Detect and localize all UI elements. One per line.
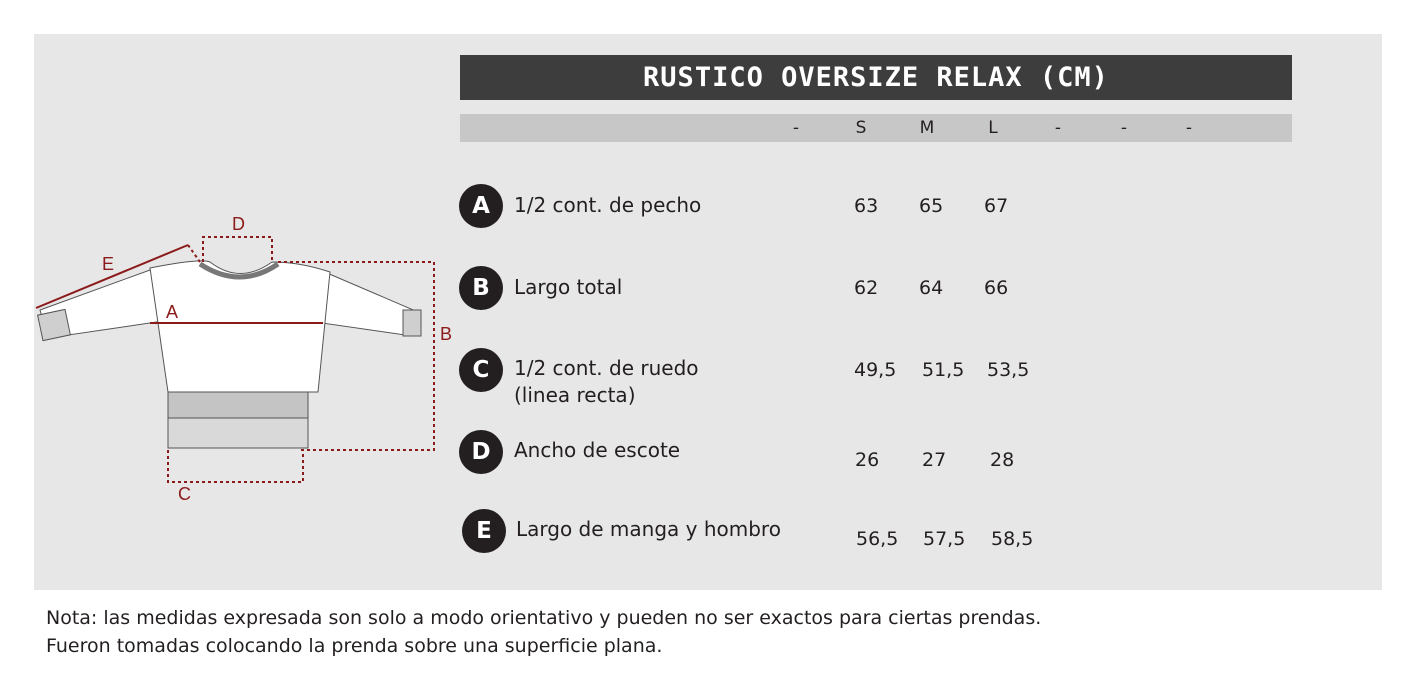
row-a-value-m: 65	[919, 195, 944, 217]
right-cuff	[403, 310, 421, 336]
garment-body	[150, 261, 330, 392]
row-d-value-s: 26	[855, 449, 880, 471]
dimension-e-extension	[188, 245, 200, 262]
dimension-d-line	[203, 237, 272, 262]
row-c-label-line-1: 1/2 cont. de ruedo	[514, 356, 699, 380]
size-column-l: L	[988, 118, 998, 138]
row-e-value-m: 57,5	[923, 528, 966, 550]
size-column-m: M	[919, 118, 935, 138]
row-e-label: Largo de manga y hombro	[516, 517, 781, 541]
row-c-value-s: 49,5	[854, 359, 897, 381]
size-column-6: -	[1120, 118, 1128, 138]
note-line-2: Fueron tomadas colocando la prenda sobre una superficie plana.	[46, 635, 663, 657]
row-a-value-l: 67	[984, 195, 1009, 217]
row-b-label: Largo total	[514, 275, 623, 299]
dimension-b-label: B	[440, 324, 453, 344]
note-line-1: Nota: las medidas expresada son solo a modo orientativo y pueden no ser exactos para ciertas prendas.	[46, 607, 1042, 629]
garment-diagram	[0, 0, 480, 560]
row-c-value-l: 53,5	[987, 359, 1030, 381]
chart-title: RUSTICO OVERSIZE RELAX (CM)	[460, 55, 1292, 100]
row-b-badge: B	[459, 266, 503, 310]
size-column-1: -	[792, 118, 800, 138]
dimension-c-label: C	[178, 484, 191, 504]
row-d-value-m: 27	[922, 449, 947, 471]
dimension-e-label: E	[102, 254, 115, 274]
row-d-label: Ancho de escote	[514, 438, 681, 462]
dimension-a-label: A	[166, 302, 179, 322]
size-column-5: -	[1054, 118, 1062, 138]
row-d-value-l: 28	[990, 449, 1015, 471]
row-e-value-s: 56,5	[856, 528, 899, 550]
row-b-value-l: 66	[984, 277, 1009, 299]
row-a-label: 1/2 cont. de pecho	[514, 193, 702, 217]
row-b-value-s: 62	[854, 277, 879, 299]
size-column-s: S	[855, 118, 867, 138]
row-c-value-m: 51,5	[922, 359, 965, 381]
size-column-7: -	[1185, 118, 1193, 138]
measurement-note	[46, 604, 1041, 660]
row-b-value-m: 64	[919, 277, 944, 299]
hem-band-back	[168, 392, 308, 418]
row-d-badge: D	[459, 430, 503, 474]
hem-band-front	[168, 418, 308, 448]
dimension-c-line	[168, 450, 303, 482]
row-c-label-line-2: (linea recta)	[514, 383, 636, 407]
row-e-value-l: 58,5	[991, 528, 1034, 550]
row-a-badge: A	[459, 184, 503, 228]
row-a-value-s: 63	[854, 195, 879, 217]
row-c-badge: C	[459, 348, 503, 392]
row-e-badge: E	[462, 509, 506, 553]
dimension-d-label: D	[232, 214, 245, 234]
left-cuff	[38, 309, 71, 340]
